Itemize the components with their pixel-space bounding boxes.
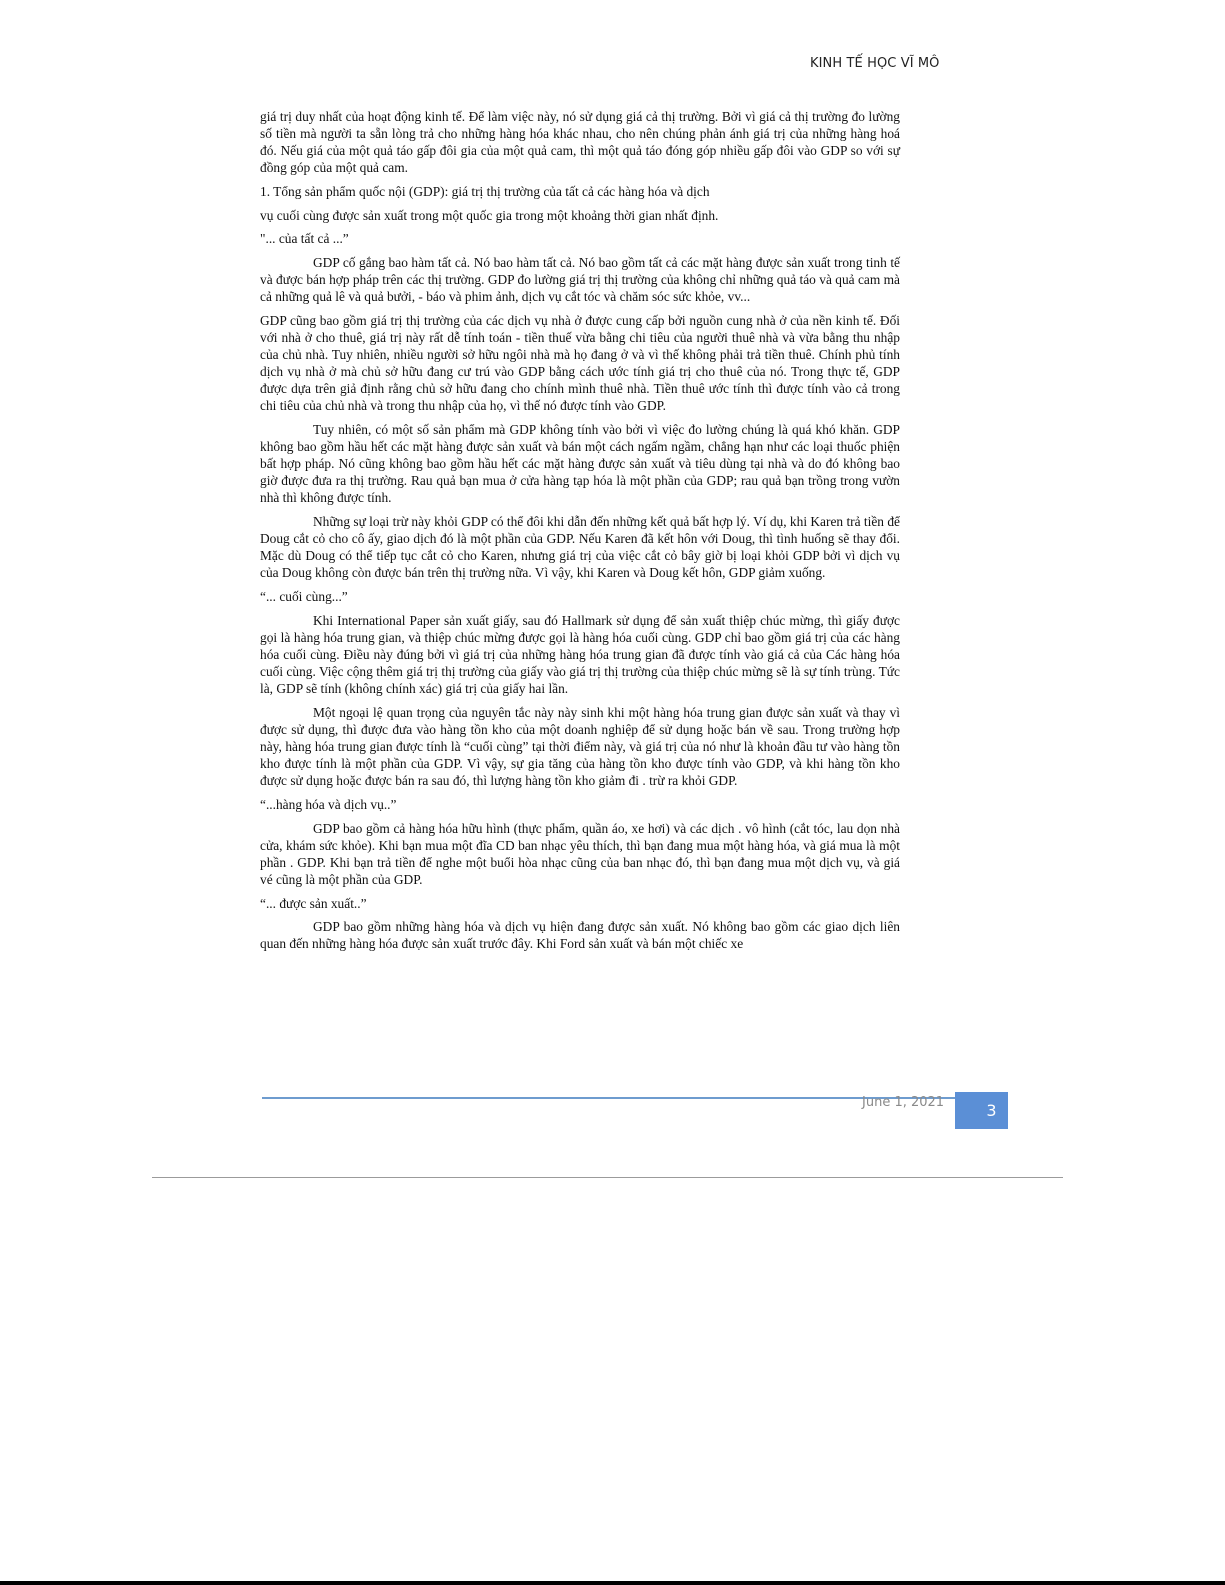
footer-date: June 1, 2021 [862,1095,945,1110]
paragraph: giá trị duy nhất của hoạt động kinh tế. Để làm việc này, nó sử dụng giá cả thị trường. Bởi vì giá cả thị trường đo lường số tiền mà người ta sẵn lòng trả cho những hàng hóa khác nhau, cho nên chúng phản ánh giá trị của những hàng hoá đó. Nếu giá của một quả táo gấp đôi gia của một quả cam, thì một quả táo đóng góp nhiều gấp đôi vào GDP so với sự đồng góp của một quả cam. [260,109,900,176]
bottom-border [0,1581,1225,1585]
page-number-box [955,1092,1008,1129]
paragraph: GDP bao gồm những hàng hóa và dịch vụ hiện đang được sản xuất. Nó không bao gồm các giao dịch liên quan đến những hàng hóa được sản xuất trước đây. Khi Ford sản xuất và bán một chiếc xe [260,919,900,952]
page-separator [152,1177,1063,1178]
page-header-title: KINH TẾ HỌC VĨ MÔ [810,56,940,71]
section-heading: “... được sản xuất..” [260,895,367,911]
section-heading: “...hàng hóa và dịch vụ..” [260,796,397,812]
paragraph: Một ngoại lệ quan trọng của nguyên tắc này này sinh khi một hàng hóa trung gian được sản xuất và thay vì được sử dụng, thì được đưa vào hàng tồn kho của một doanh nghiệp để sử dụng hoặc bán về sau. Trong trường hợp này, hàng hóa trung gian được tính là “cuối cùng” tại thời điểm này, và giá trị của nó như là khoản đầu tư vào hàng tồn kho được tính là một phần của GDP. Vì vậy, sự gia tăng của hàng tồn kho được tính vào GDP, và khi hàng tồn kho được sử dụng hoặc được bán ra sau đó, thì lượng hàng tồn kho giảm đi . trừ ra khỏi GDP. [260,704,900,789]
paragraph: Tuy nhiên, có một số sản phẩm mà GDP không tính vào bởi vì việc đo lường chúng là quá khó khăn. GDP không bao gồm hầu hết các mặt hàng được sản xuất và bán một cách ngấm ngầm, chẳng hạn như các loại thuốc phiện bất hợp pháp. Nó cũng không bao gồm hầu hết các mặt hàng được sản xuất và tiêu dùng tại nhà và do đó không bao giờ được đưa ra thị trường. Rau quả bạn mua ở cửa hàng tạp hóa là một phần của GDP; rau quả bạn trồng trong vườn nhà thì không được tính. [260,422,900,506]
section-heading: “... cuối cùng...” [260,589,348,605]
paragraph: Những sự loại trừ này khỏi GDP có thể đôi khi dẫn đến những kết quả bất hợp lý. Ví dụ, khi Karen trả tiền để Doug cắt cỏ cho cô ấy, giao dịch đó là một phần của GDP. Nếu Karen đã kết hôn với Doug, thì tình huống sẽ thay đổi. Mặc dù Doug có thể tiếp tục cắt cỏ cho Karen, nhưng giá trị của việc cắt cỏ bây giờ bị loại khỏi GDP bởi vì dịch vụ của Doug không còn được bán trên thị trường nữa. Vì vậy, khi Karen và Doug kết hôn, GDP giảm xuống. [260,514,900,581]
paragraph: GDP cố gắng bao hàm tất cả. Nó bao hàm tất cả. Nó bao gồm tất cả các mặt hàng được sản xuất trong tinh tế và được bán hợp pháp trên các thị trường. GDP đo lường giá trị thị trường của không chỉ những quả táo và quả cam mà cả những quả lê và quả bưởi, - báo và phim ảnh, dịch vụ cắt tóc và chăm sóc sức khỏe, vv... [260,255,900,305]
page-number: 3 [986,1101,997,1120]
definition-line: vụ cuối cùng được sản xuất trong một quốc gia trong một khoảng thời gian nhất định. [260,207,719,223]
paragraph: GDP cũng bao gồm giá trị thị trường của các dịch vụ nhà ở được cung cấp bởi nguồn cung nhà ở của nền kinh tế. Đối với nhà ở cho thuê, giá trị này rất dễ tính toán - tiền thuế vừa bằng chi tiêu của người thuê nhà và vừa bằng thu nhập của chủ nhà. Tuy nhiên, nhiều người sở hữu ngôi nhà mà họ đang ở và vì thế không phải trả tiền thuê. Chính phủ tính dịch vụ nhà ở mà chủ sở hữu đang cư trú vào GDP bằng cách ước tính giá trị cho thuê của nó. Trong thực tế, GDP được dựa trên giả định rằng chủ sở hữu đang cho chính mình thuê nhà. Tiền thuê ước tính thì được tính vào cả trong chi tiêu của chủ nhà và trong thu nhập của họ, vì thế nó được tính vào GDP. [260,312,900,414]
definition-line: 1. Tổng sản phẩm quốc nội (GDP): giá trị thị trường của tất cả các hàng hóa và dịch [260,183,710,199]
section-heading: "... của tất cả ...” [260,231,349,247]
document-body [260,108,900,959]
paragraph: Khi International Paper sản xuất giấy, sau đó Hallmark sử dụng để sản xuất thiệp chúc mừng, thì giấy được gọi là hàng hóa trung gian, và thiệp chúc mừng được gọi là hàng hóa cuối cùng. GDP chỉ bao gồm giá trị của các hàng hóa cuối cùng. Điều này đúng bởi vì giá trị của những hàng hóa trung gian đã được tính vào giá cả của Các hàng hóa cuối cùng. Việc cộng thêm giá trị thị trường của giấy vào giá trị thị trường của thiệp chúc mừng sẽ là sự tính trùng. Tức là, GDP sẽ tính (không chính xác) giá trị của giấy hai lần. [260,612,900,697]
footer-rule [262,1097,955,1099]
paragraph: GDP bao gồm cả hàng hóa hữu hình (thực phẩm, quần áo, xe hơi) và các dịch . vô hình (cắt tóc, lau dọn nhà cửa, khám sức khỏe). Khi bạn mua một đĩa CD ban nhạc yêu thích, thì bạn đang mua một hàng hóa, và giá mua là một phần . GDP. Khi bạn trả tiền để nghe một buổi hòa nhạc cũng của ban nhạc đó, thì bạn đang mua một dịch vụ, và giá vé cũng là một phần của GDP. [260,820,900,887]
